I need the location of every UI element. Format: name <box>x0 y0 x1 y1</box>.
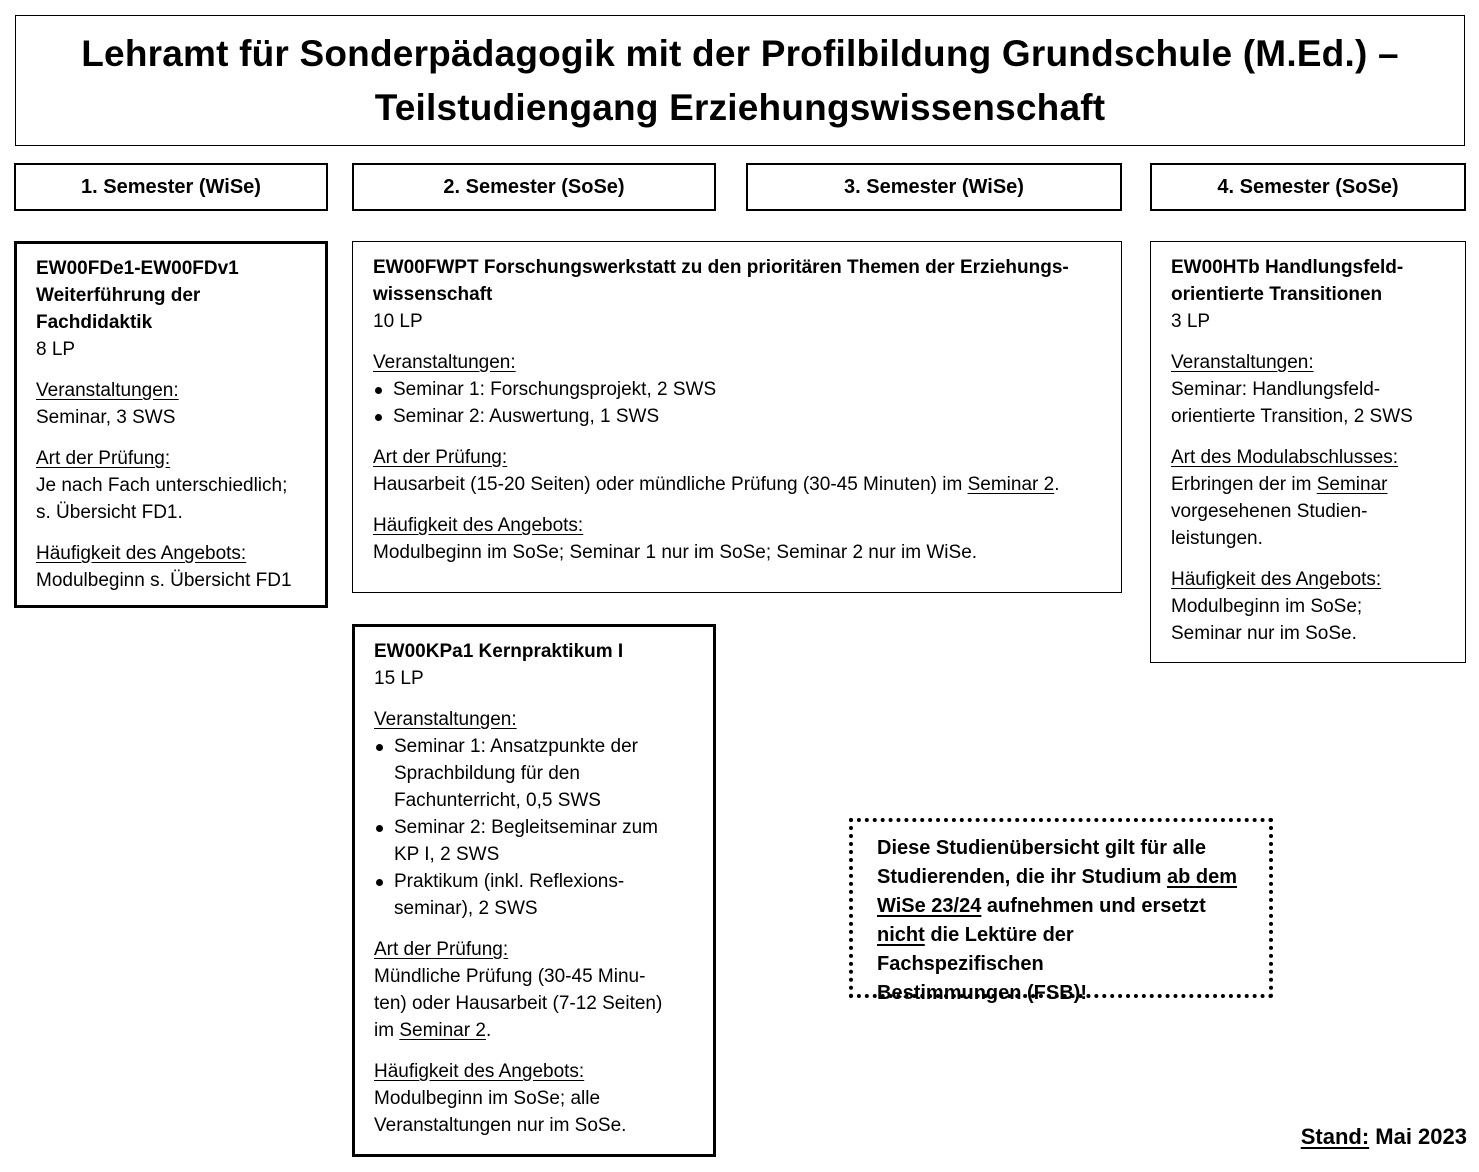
module-handlungsfeld-transitionen <box>1150 241 1466 663</box>
validity-notice <box>849 818 1273 1004</box>
events-text: Seminar: Handlungsfeld- <box>1171 379 1381 400</box>
exam-section <box>1171 444 1445 552</box>
module-code-line: EW00KPa1 Kernpraktikum I <box>374 641 624 662</box>
module-credits: 10 LP <box>373 311 423 332</box>
module-kernpraktikum <box>352 624 716 1157</box>
exam-text <box>374 1017 694 1044</box>
frequency-text: Seminar nur im SoSe. <box>1171 623 1357 644</box>
exam-text: Mündliche Prüfung (30-45 Minu- <box>374 966 646 987</box>
module-header <box>1171 254 1445 335</box>
exam-text: leistungen. <box>1171 528 1263 549</box>
semester-header-3: 3. Semester (WiSe) <box>746 163 1122 211</box>
notice-emphasis: nicht <box>877 924 925 946</box>
events-section <box>373 349 1101 430</box>
list-item-line: Seminar 2: Begleitseminar zum <box>394 817 658 838</box>
notice-line: Diese Studienübersicht gilt für alle <box>877 837 1206 859</box>
module-code-line: EW00FWPT Forschungswerkstatt zu den prioritären Themen der Erziehungs- <box>373 257 1069 278</box>
frequency-heading: Häufigkeit des Angebots: <box>373 515 584 536</box>
frequency-text: Modulbeginn im SoSe; alle <box>374 1088 601 1109</box>
notice-text: Studierenden, die ihr Studium <box>877 866 1168 888</box>
frequency-heading: Häufigkeit des Angebots: <box>36 543 247 564</box>
events-list <box>374 733 694 922</box>
events-section <box>1171 349 1445 430</box>
module-code-line: Weiterführung der <box>36 285 201 306</box>
exam-text-part: Erbringen der im <box>1171 474 1317 495</box>
semester-header-2: 2. Semester (SoSe) <box>352 163 716 211</box>
page-title-line-2: Teilstudiengang Erziehungswissenschaft <box>374 86 1106 128</box>
exam-text: s. Übersicht FD1. <box>36 502 183 523</box>
notice-text: die Lektüre der Fachspezifischen <box>877 924 1074 975</box>
list-item <box>374 868 694 922</box>
exam-section <box>373 444 1101 498</box>
module-code-line: EW00FDe1-EW00FDv1 <box>36 258 239 279</box>
module-code-line: EW00HTb Handlungsfeld- <box>1171 257 1404 278</box>
exam-text-part: Hausarbeit (15-20 Seiten) oder mündliche Prüfung (30-45 Minuten) im <box>373 474 968 495</box>
exam-text-part: . <box>1054 474 1060 495</box>
frequency-text: Modulbeginn im SoSe; Seminar 1 nur im SoSe; Seminar 2 nur im WiSe. <box>373 542 978 563</box>
module-code-line: Fachdidaktik <box>36 312 153 333</box>
module-header <box>373 254 1101 335</box>
exam-seminar-ref: Seminar 2 <box>967 474 1055 495</box>
module-fachdidaktik <box>14 241 328 608</box>
page-title-box <box>15 15 1465 146</box>
exam-text-part: . <box>485 1020 492 1041</box>
module-credits: 3 LP <box>1171 311 1211 332</box>
exam-heading: Art der Prüfung: <box>373 447 508 468</box>
module-header <box>374 638 694 692</box>
frequency-section <box>36 540 306 594</box>
exam-section <box>374 936 694 1044</box>
list-item-line: Fachunterricht, 0,5 SWS <box>394 790 601 811</box>
events-section <box>36 377 306 431</box>
frequency-section <box>1171 566 1445 647</box>
notice-emphasis: WiSe 23/24 <box>877 895 982 917</box>
module-header <box>36 255 306 363</box>
exam-section <box>36 445 306 526</box>
date-label: Stand: <box>1300 1124 1370 1149</box>
events-heading: Veranstaltungen: <box>373 352 516 373</box>
frequency-text: Modulbeginn im SoSe; <box>1171 596 1363 617</box>
module-credits: 8 LP <box>36 339 76 360</box>
events-text: orientierte Transition, 2 SWS <box>1171 406 1413 427</box>
frequency-section <box>374 1058 694 1139</box>
events-heading: Veranstaltungen: <box>1171 352 1314 373</box>
exam-seminar-ref: Seminar 2 <box>399 1020 486 1041</box>
list-item: Seminar 2: Auswertung, 1 SWS <box>373 403 1101 430</box>
exam-text <box>373 471 1101 498</box>
module-code-line: orientierte Transitionen <box>1171 284 1383 305</box>
exam-heading: Art der Prüfung: <box>374 939 509 960</box>
exam-heading: Art des Modulabschlusses: <box>1171 447 1399 468</box>
exam-text <box>1171 471 1445 498</box>
date-value: Mai 2023 <box>1369 1124 1467 1149</box>
list-item-line: Seminar 1: Ansatzpunkte der <box>394 736 638 757</box>
list-item: Seminar 1: Forschungsprojekt, 2 SWS <box>373 376 1101 403</box>
page-title-line-1: Lehramt für Sonderpädagogik mit der Profilbildung Grundschule (M.Ed.) – <box>81 32 1399 74</box>
module-credits: 15 LP <box>374 668 424 689</box>
exam-text-part: im <box>374 1020 400 1041</box>
frequency-text: Veranstaltungen nur im SoSe. <box>374 1115 627 1136</box>
exam-seminar-ref: Seminar <box>1316 474 1388 495</box>
events-heading: Veranstaltungen: <box>374 709 517 730</box>
list-item <box>374 733 694 814</box>
exam-text: Je nach Fach unterschiedlich; <box>36 475 288 496</box>
document-date <box>1301 1124 1467 1150</box>
module-forschungswerkstatt <box>352 241 1122 593</box>
list-item-line: seminar), 2 SWS <box>394 898 538 919</box>
semester-header-4: 4. Semester (SoSe) <box>1150 163 1466 211</box>
events-section <box>374 706 694 922</box>
list-item <box>374 814 694 868</box>
exam-text: vorgesehenen Studien- <box>1171 501 1368 522</box>
notice-line <box>877 921 1245 979</box>
module-code-line: wissenschaft <box>373 284 493 305</box>
events-list <box>373 376 1101 430</box>
notice-line <box>877 863 1245 892</box>
exam-text: ten) oder Hausarbeit (7-12 Seiten) <box>374 993 663 1014</box>
frequency-section <box>373 512 1101 566</box>
semester-header-1: 1. Semester (WiSe) <box>14 163 328 211</box>
notice-line: Bestimmungen (FSB)! <box>877 982 1087 1004</box>
notice-line <box>877 892 1245 921</box>
list-item-line: Praktikum (inkl. Reflexions- <box>394 871 625 892</box>
events-text: Seminar, 3 SWS <box>36 407 176 428</box>
list-item-line: KP I, 2 SWS <box>394 844 500 865</box>
notice-text: aufnehmen und ersetzt <box>981 895 1206 917</box>
frequency-text: Modulbeginn s. Übersicht FD1 <box>36 570 292 591</box>
events-heading: Veranstaltungen: <box>36 380 179 401</box>
frequency-heading: Häufigkeit des Angebots: <box>1171 569 1382 590</box>
list-item-line: Sprachbildung für den <box>394 763 580 784</box>
exam-heading: Art der Prüfung: <box>36 448 171 469</box>
notice-emphasis: ab dem <box>1167 866 1238 888</box>
frequency-heading: Häufigkeit des Angebots: <box>374 1061 585 1082</box>
